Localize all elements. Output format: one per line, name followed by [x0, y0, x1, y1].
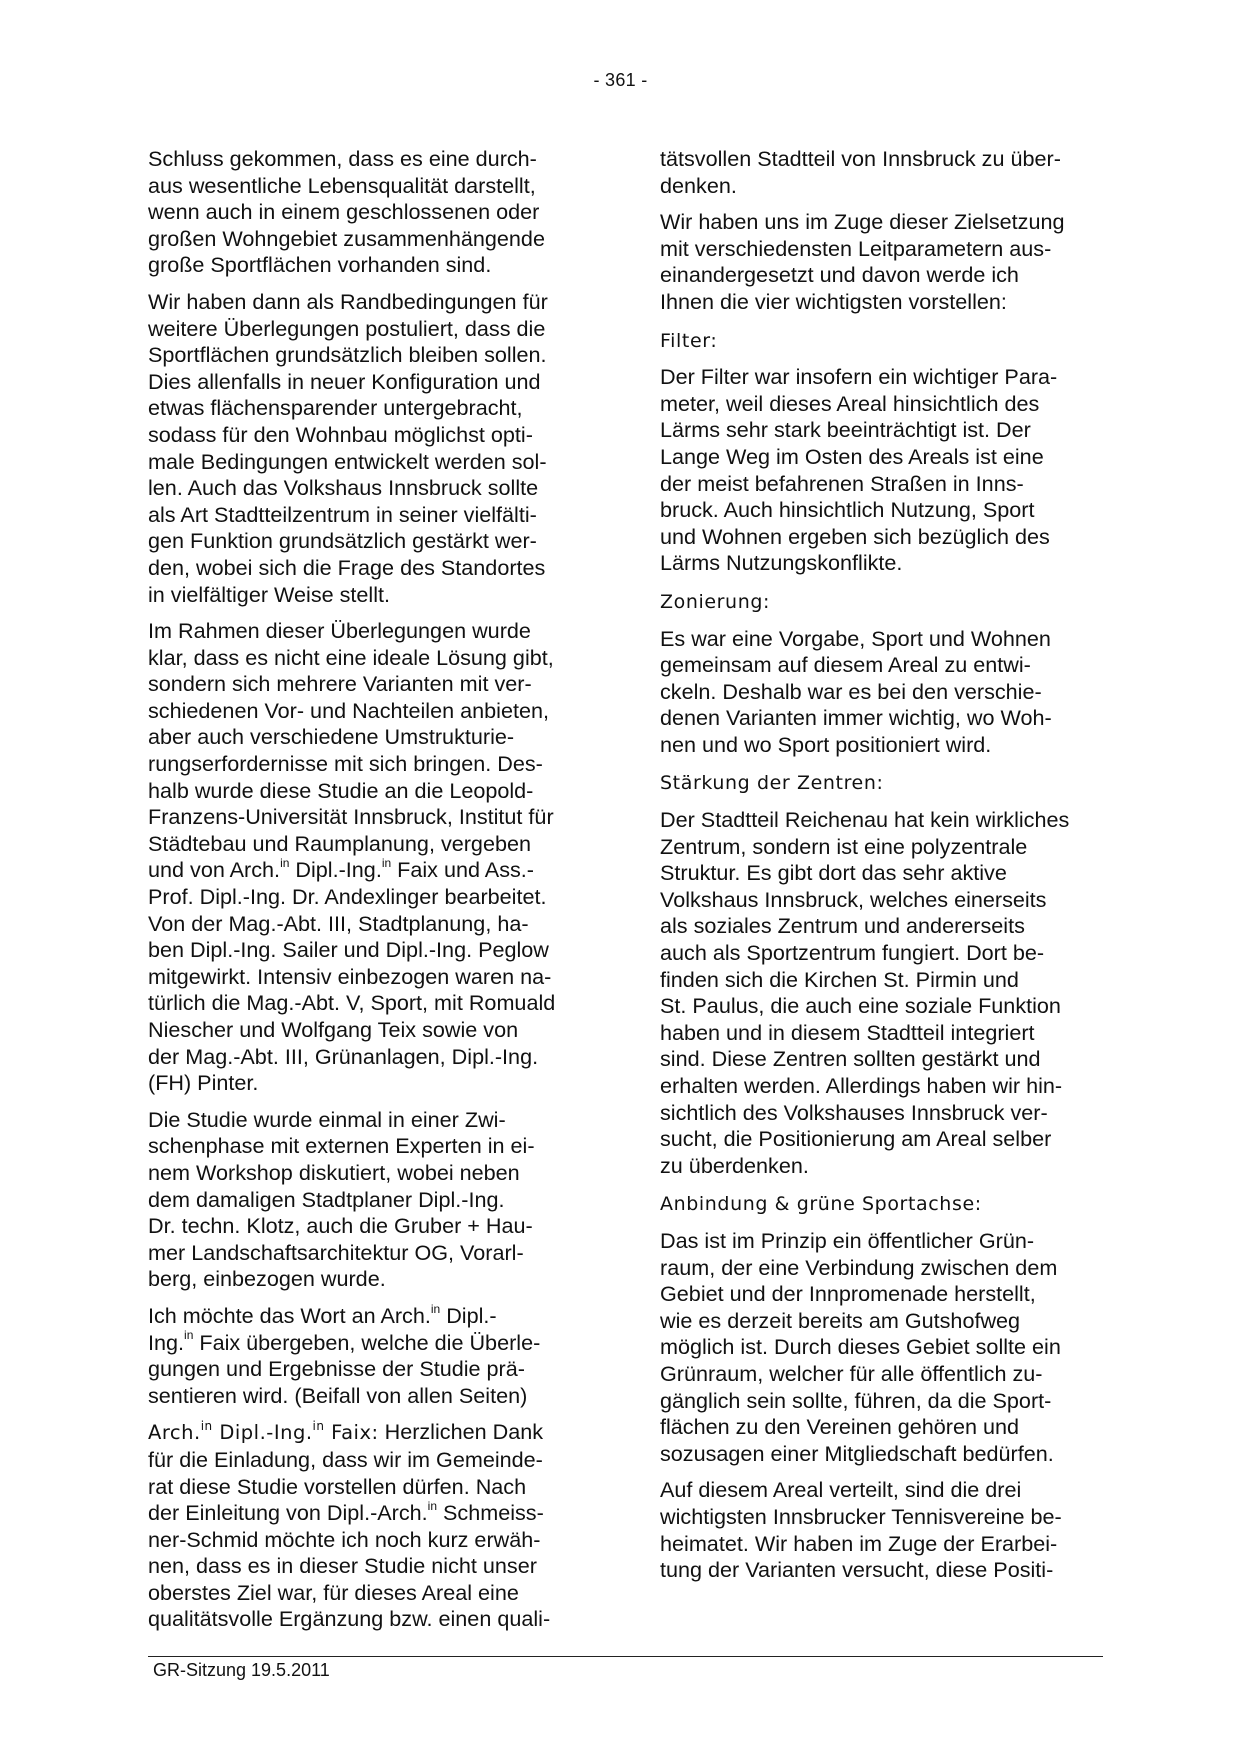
section-heading: [660, 1191, 1110, 1218]
text-line: türlich die Mag.-Abt. V, Sport, mit Romuald: [148, 990, 556, 1016]
text-line: klar, dass es nicht eine ideale Lösung gibt,: [148, 644, 554, 670]
text-line: sentieren wird. (Beifall von allen Seiten): [148, 1382, 528, 1408]
text-line: den, wobei sich die Frage des Standortes: [148, 554, 546, 580]
text-line: Wir haben dann als Randbedingungen für: [148, 288, 548, 314]
text-line: bruck. Auch hinsichtlich Nutzung, Sport: [660, 497, 1035, 523]
text-line: Prof. Dipl.-Ing. Dr. Andexlinger bearbeitet.: [148, 884, 547, 910]
text-line: etwas flächensparender untergebracht,: [148, 395, 523, 421]
text-line: Sportflächen grundsätzlich bleiben sollen.: [148, 342, 547, 368]
text-line: zu überdenken.: [660, 1152, 809, 1178]
text-line: Lärms sehr stark beeinträchtigt ist. Der: [660, 417, 1031, 443]
paragraph: [660, 807, 1110, 1179]
text-line: sondern sich mehrere Varianten mit ver-: [148, 671, 532, 697]
text-line: (FH) Pinter.: [148, 1070, 259, 1096]
paragraph: [660, 626, 1110, 759]
text-line: Grünraum, welcher für alle öffentlich zu-: [660, 1360, 1043, 1386]
text-line: in vielfältiger Weise stellt.: [148, 581, 391, 607]
text-line: halb wurde diese Studie an die Leopold-: [148, 777, 534, 803]
text-line: sucht, die Positionierung am Areal selber: [660, 1126, 1052, 1152]
text-line: aber auch verschiedene Umstrukturie-: [148, 724, 515, 750]
text-line: sind. Diese Zentren sollten gestärkt und: [660, 1046, 1041, 1072]
text-line: wie es derzeit bereits am Gutshofweg: [660, 1307, 1021, 1333]
text-line: mer Landschaftsarchitektur OG, Vorarl-: [148, 1239, 524, 1265]
text-line: mit verschiedensten Leitparametern aus-: [660, 235, 1052, 261]
text-line: große Sportflächen vorhanden sind.: [148, 252, 492, 278]
text-line: Anbindung & grüne Sportachse:: [660, 1193, 982, 1216]
text-line: Lange Weg im Osten des Areals ist eine: [660, 443, 1044, 469]
text-line: Filter:: [660, 329, 718, 352]
text-line: nen und wo Sport positioniert wird.: [660, 731, 992, 757]
text-line: sichtlich des Volkshauses Innsbruck ver-: [660, 1099, 1048, 1125]
text-line: als soziales Zentrum und andererseits: [660, 913, 1025, 939]
text-line: weitere Überlegungen postuliert, dass die: [148, 315, 546, 341]
paragraph: [660, 146, 1110, 199]
text-line: denen Varianten immer wichtig, wo Woh-: [660, 705, 1052, 731]
section-heading: [660, 328, 1110, 355]
text-line: Zonierung:: [660, 590, 771, 613]
text-line: dem damaligen Stadtplaner Dipl.-Ing.: [148, 1186, 505, 1212]
text-line: meter, weil dieses Areal hinsichtlich des: [660, 390, 1040, 416]
text-line: ner-Schmid möchte ich noch kurz erwäh-: [148, 1526, 541, 1552]
text-line: Der Filter war insofern ein wichtiger Para-: [660, 364, 1058, 390]
paragraph: [660, 364, 1110, 577]
section-heading: [660, 770, 1110, 797]
text-line: Im Rahmen dieser Überlegungen wurde: [148, 618, 531, 644]
text-line: Stärkung der Zentren:: [660, 772, 884, 795]
text-line: Schluss gekommen, dass es eine durch-: [148, 146, 537, 171]
text-line: Struktur. Es gibt dort das sehr aktive: [660, 860, 1007, 886]
text-line: Arch.$^{in}$ Dipl.-Ing.$^{in}$ Faix: Herzlichen Dank: [148, 1418, 544, 1445]
text-line: Dies allenfalls in neuer Konfiguration und: [148, 368, 541, 394]
text-line: heimatet. Wir haben im Zuge der Erarbei-: [660, 1530, 1058, 1556]
text-line: berg, einbezogen wurde.: [148, 1266, 386, 1292]
text-line: wenn auch in einem geschlossenen oder: [148, 199, 540, 225]
text-line: tätsvollen Stadtteil von Innsbruck zu über-: [660, 146, 1061, 171]
text-line: Auf diesem Areal verteilt, sind die drei: [660, 1477, 1022, 1503]
footer-text: GR-Sitzung 19.5.2011: [153, 1660, 330, 1680]
text-line: denken.: [660, 172, 737, 198]
text-line: nem Workshop diskutiert, wobei neben: [148, 1159, 520, 1185]
text-line: für die Einladung, dass wir im Gemeinde-: [148, 1446, 543, 1472]
paragraph: [148, 289, 598, 608]
paragraph: [660, 1228, 1110, 1467]
page-number: - 361 -: [593, 70, 648, 90]
text-line: Die Studie wurde einmal in einer Zwi-: [148, 1106, 506, 1132]
text-line: flächen zu den Vereinen gehören und: [660, 1414, 1019, 1440]
text-line: male Bedingungen entwickelt werden sol-: [148, 448, 547, 474]
paragraph: [148, 146, 598, 279]
text-line: Zentrum, sondern ist eine polyzentrale: [660, 833, 1028, 859]
paragraph: [148, 1419, 598, 1633]
text-line: gänglich sein sollte, führen, da die Sport-: [660, 1387, 1052, 1413]
footer-rule: [148, 1656, 1103, 1657]
paragraph: [148, 618, 598, 1097]
section-heading: [660, 589, 1110, 616]
text-line: möglich ist. Durch dieses Gebiet sollte ein: [660, 1334, 1061, 1360]
paragraph: [660, 1477, 1110, 1583]
text-line: Gebiet und der Innpromenade herstellt,: [660, 1281, 1036, 1307]
text-line: ckeln. Deshalb war es bei den verschie-: [660, 678, 1042, 704]
text-line: raum, der eine Verbindung zwischen dem: [660, 1254, 1058, 1280]
text-line: schenphase mit externen Experten in ei-: [148, 1133, 535, 1159]
text-line: Ing.$^{in}$ Faix übergeben, welche die Überle-: [148, 1328, 541, 1355]
text-line: gen Funktion grundsätzlich gestärkt wer-: [148, 528, 537, 554]
text-line: sozusagen einer Mitgliedschaft bedürfen.: [660, 1440, 1054, 1466]
text-line: Volkshaus Innsbruck, welches einerseits: [660, 886, 1047, 912]
text-line: erhalten werden. Allerdings haben wir hin-: [660, 1073, 1063, 1098]
text-line: rungserfordernisse mit sich bringen. Des-: [148, 751, 543, 777]
text-line: qualitätsvolle Ergänzung bzw. einen quali-: [148, 1606, 551, 1632]
text-line: Von der Mag.-Abt. III, Stadtplanung, ha-: [148, 910, 529, 936]
left-column: [148, 146, 598, 1643]
text-line: der Einleitung von Dipl.-Arch.$^{in}$ Schmeiss-: [148, 1498, 544, 1526]
text-line: und von Arch.$^{in}$ Dipl.-Ing.$^{in}$ Faix und Ass.-: [148, 856, 534, 883]
text-line: St. Paulus, die auch eine soziale Funktion: [660, 993, 1061, 1019]
text-line: mitgewirkt. Intensiv einbezogen waren na-: [148, 963, 552, 989]
text-line: ben Dipl.-Ing. Sailer und Dipl.-Ing. Peglow: [148, 937, 549, 963]
text-line: oberstes Ziel war, für dieses Areal eine: [148, 1579, 519, 1605]
text-line: Dr. techn. Klotz, auch die Gruber + Hau-: [148, 1213, 533, 1239]
text-line: gemeinsam auf diesem Areal zu entwi-: [660, 652, 1031, 678]
text-line: Ich möchte das Wort an Arch.$^{in}$ Dipl.-: [148, 1301, 497, 1328]
text-line: schiedenen Vor- und Nachteilen anbieten,: [148, 697, 549, 723]
text-line: der Mag.-Abt. III, Grünanlagen, Dipl.-Ing.: [148, 1043, 539, 1069]
text-line: nen, dass es in dieser Studie nicht unser: [148, 1553, 537, 1579]
text-line: auch als Sportzentrum fungiert. Dort be-: [660, 940, 1045, 966]
text-line: Das ist im Prinzip ein öffentlicher Grün-: [660, 1227, 1035, 1253]
text-line: sodass für den Wohnbau möglichst opti-: [148, 421, 533, 447]
paragraph: [660, 209, 1110, 315]
text-line: len. Auch das Volkshaus Innsbruck sollte: [148, 475, 539, 501]
text-line: der meist befahrenen Straßen in Inns-: [660, 470, 1024, 496]
text-line: Franzens-Universität Innsbruck, Institut für: [148, 804, 554, 830]
text-line: großen Wohngebiet zusammenhängende: [148, 225, 545, 251]
text-line: Ihnen die vier wichtigsten vorstellen:: [660, 288, 1007, 314]
text-line: aus wesentliche Lebensqualität darstellt,: [148, 172, 536, 198]
text-line: wichtigsten Innsbrucker Tennisvereine be-: [660, 1503, 1062, 1529]
text-line: gungen und Ergebnisse der Studie prä-: [148, 1356, 525, 1382]
text-line: haben und in diesem Stadtteil integriert: [660, 1019, 1035, 1045]
text-line: Der Stadtteil Reichenau hat kein wirkliches: [660, 807, 1070, 833]
text-line: einandergesetzt und davon werde ich: [660, 262, 1019, 288]
text-line: rat diese Studie vorstellen dürfen. Nach: [148, 1473, 527, 1499]
text-line: Wir haben uns im Zuge dieser Zielsetzung: [660, 209, 1065, 235]
paragraph: [148, 1107, 598, 1293]
text-line: Städtebau und Raumplanung, vergeben: [148, 830, 531, 856]
text-line: und Wohnen ergeben sich bezüglich des: [660, 523, 1050, 549]
text-line: Lärms Nutzungskonflikte.: [660, 550, 903, 576]
text-line: als Art Stadtteilzentrum in seiner vielfälti-: [148, 501, 537, 527]
right-column: [660, 146, 1110, 1594]
text-line: Niescher und Wolfgang Teix sowie von: [148, 1017, 519, 1042]
text-line: finden sich die Kirchen St. Pirmin und: [660, 966, 1019, 992]
text-line: Es war eine Vorgabe, Sport und Wohnen: [660, 625, 1051, 651]
paragraph: [148, 1303, 598, 1409]
text-line: tung der Varianten versucht, diese Positi-: [660, 1557, 1054, 1583]
